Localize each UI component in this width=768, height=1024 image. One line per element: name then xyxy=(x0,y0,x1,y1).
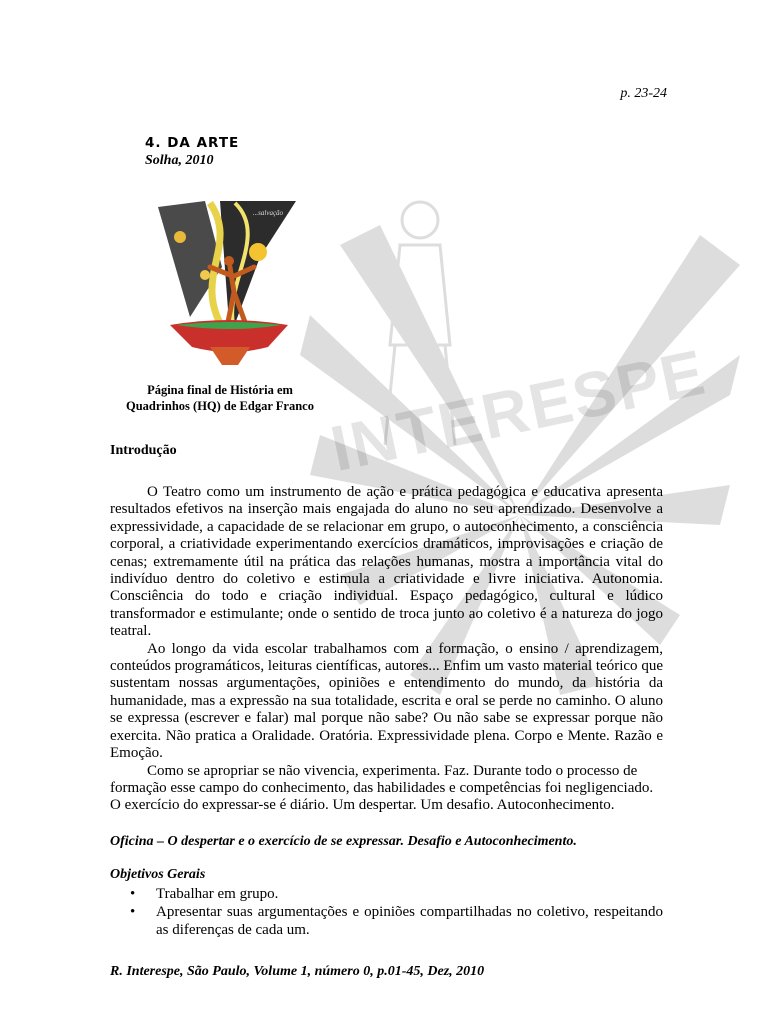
figure-signature: ...salvação xyxy=(252,209,284,217)
intro-body xyxy=(110,484,663,815)
list-item xyxy=(130,903,663,939)
section-author: Solha, 2010 xyxy=(145,153,214,168)
objective-text: Apresentar suas argumentações e opiniões compartilhadas no coletivo, respeitando as diferenças de cada um. xyxy=(156,904,663,938)
objectives-heading: Objetivos Gerais xyxy=(110,867,206,882)
objective-text: Trabalhar em grupo. xyxy=(156,886,279,902)
figure-caption xyxy=(100,382,340,414)
intro-paragraph: O Teatro como um instrumento de ação e prática pedagógica e educativa apresenta resultados efetivos na inserção mais engajada do aluno no seu aprendizado. Desenvolve a expressividade, a capacidade de se relacionar em grupo, o autoconhecimento, a consciência corporal, a criatividade experimentando exercícios dramáticos, improvisações e criação de cenas; extremamente útil na prática das relações humanas, mostra a importância vital do indivíduo dentro do coletivo e estimula a criatividade e livre iniciativa. Autonomia. Consciência do todo e criação individual. Espaço pedagógico, cultural e lúdico transformador e estimulante; onde o sentido de troca junto ao coletivo é a natureza do jogo teatral. xyxy=(110,484,663,640)
workshop-title: Oficina – O despertar e o exercício de se expressar. Desafio e Autoconhecimento. xyxy=(110,834,577,849)
intro-paragraph: Ao longo da vida escolar trabalhamos com a formação, o ensino / aprendizagem, conteúdos programáticos, leituras científicas, autores... Enfim um vasto material teórico que sustentam nossas argumentações, opiniões e entendimento do mundo, da história da humanidade, mas a expressão na sua totalidade, escrita e oral se perde no caminho. O aluno se expressa (escrever e falar) mal porque não sabe? Ou não sabe se expressar porque não exercita. Não pratica a Oralidade. Oratória. Expressividade plena. Corpo e Mente. Razão e Emoção. xyxy=(110,640,663,762)
intro-paragraph: Como se apropriar se não vivencia, experimenta. Faz. Durante todo o processo de formação esse campo do conhecimento, das habilidades e competências foi negligenciado. O exercício do expressar-se é diário. Um despertar. Um desafio. Autoconhecimento. xyxy=(110,762,654,814)
intro-heading: Introdução xyxy=(110,443,177,458)
section-heading: 4. DA ARTE xyxy=(145,135,240,151)
page-number: p. 23-24 xyxy=(620,86,667,101)
watermark-text: INTERESPE xyxy=(324,335,713,486)
list-item xyxy=(130,885,663,903)
footer-citation: R. Interespe, São Paulo, Volume 1, número 0, p.01-45, Dez, 2010 xyxy=(110,964,485,979)
bullet-icon: • xyxy=(130,904,136,920)
bullet-icon: • xyxy=(130,886,136,902)
comic-illustration xyxy=(150,197,300,367)
objectives-list xyxy=(130,885,663,939)
caption-line: Página final de História em xyxy=(147,383,293,397)
caption-line: Quadrinhos (HQ) de Edgar Franco xyxy=(126,399,314,413)
